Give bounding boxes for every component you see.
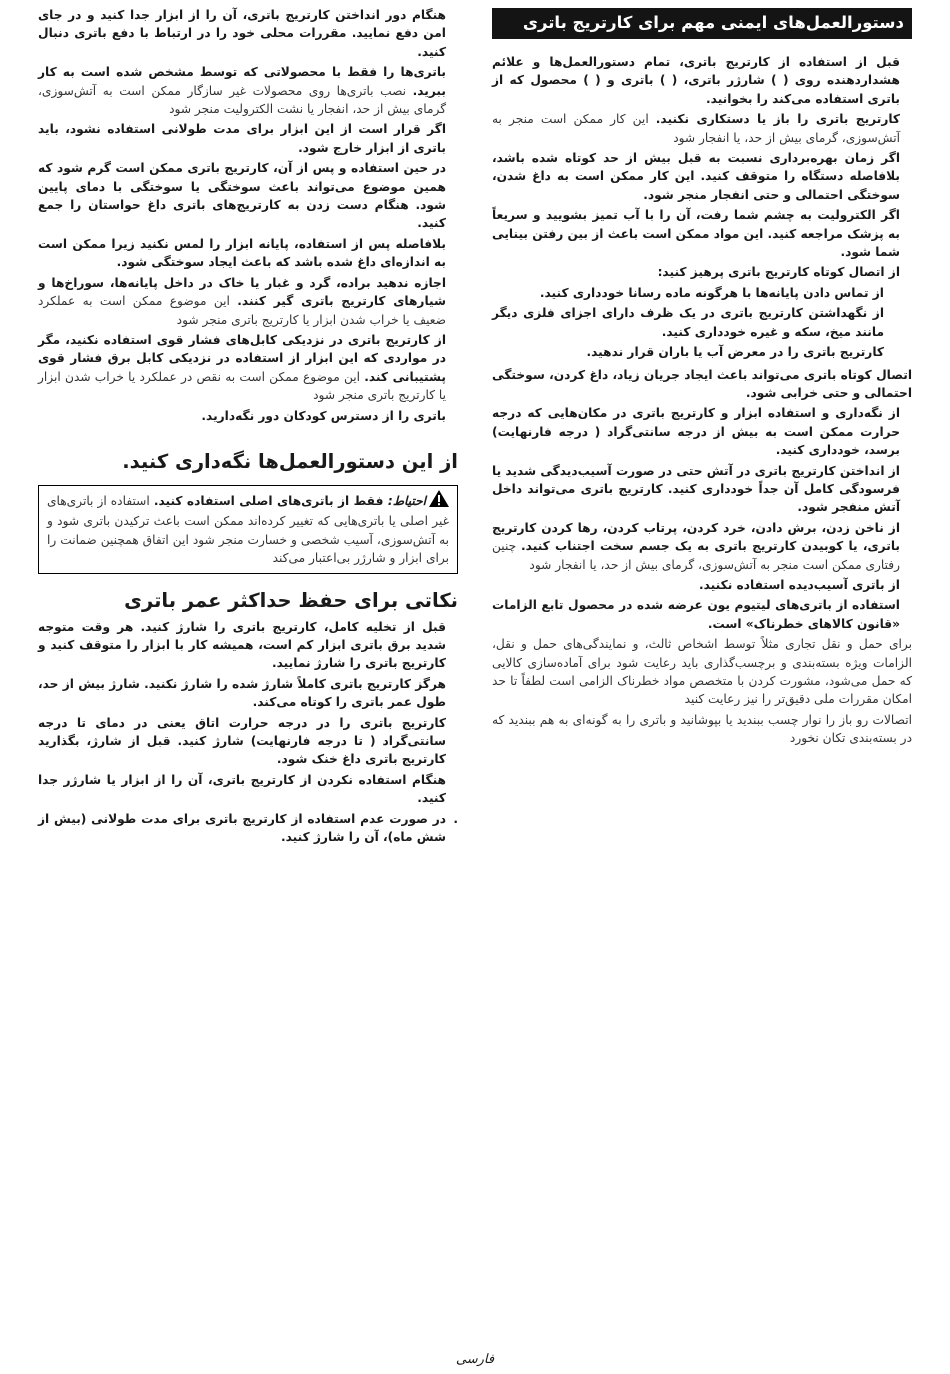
battery-tip-item-number: .	[453, 811, 458, 826]
safety-instruction-item-bold-text: از نگه‌داری و استفاده ابزار و کارتریج باتری در مکان‌هایی که درجه حرارت ممکن است به بیش از درجه سانتی‌گراد ( درجه فارنهایت) برسد، خودداری کنید.	[492, 406, 900, 458]
safety-instruction-item-bold-text: از اتصال کوتاه کارتریج باتری پرهیز کنید:	[657, 265, 900, 280]
short-circuit-subitem	[492, 343, 912, 361]
safety-instruction-item	[492, 404, 912, 459]
safety-instruction-item-bold-text: در حین استفاده و پس از آن، کارتریج باتری ممکن است گرم شود که همین موضوع می‌تواند باعث سوختگی یا سوختگی با دمای پایین شود. هنگام دست زدن به کارتریج‌های باتری داغ حواستان را جمع کنید.	[38, 161, 446, 231]
safety-instruction-item-bold-text: از انداختن کارتریج باتری در آتش حتی در صورت آسیب‌دیدگی شدید یا فرسودگی کامل آن جداً خودداری کنید. کارتریج باتری می‌تواند داخل آتش منفجر شود.	[492, 463, 900, 515]
safety-instruction-item-bold-text: از باتری آسیب‌دیده استفاده نکنید.	[699, 577, 900, 592]
short-circuit-subitem	[492, 304, 912, 341]
battery-tip-item	[38, 771, 458, 808]
safety-instruction-item-bold-text: باتری را از دسترس کودکان دور نگه‌دارید.	[201, 408, 446, 423]
warning-triangle-icon	[429, 490, 449, 512]
caution-bold-text: فقط از باتری‌های اصلی استفاده کنید.	[153, 493, 388, 508]
safety-instruction-item	[492, 519, 912, 574]
battery-tip-item-bold-text: هرگز کارتریج باتری کاملاً شارژ شده را شارژ نکنید. شارژ بیش از حد، طول عمر باتری را کوتاه می‌کند.	[38, 676, 446, 710]
safety-instruction-item-bold-text: اگر زمان بهره‌برداری نسبت به قبل بیش از حد کوتاه شده باشد، بلافاصله دستگاه را متوقف کنید. این کار ممکن است به داغ شدن، سوختگی احتمالی و حتی انفجار منجر شود.	[492, 151, 900, 202]
short-circuit-subitem-text: از نگهداشتن کارتریج باتری در یک ظرف دارای اجزای فلزی دیگر مانند میخ، سکه و غیره خودداری کنید.	[492, 306, 884, 339]
safety-instruction-item	[38, 159, 458, 233]
safety-section-header: دستورالعمل‌های ایمنی مهم برای کارتریج باتری	[492, 8, 912, 39]
safety-instruction-item	[492, 206, 912, 261]
safety-instruction-item	[38, 6, 458, 61]
safety-instruction-item-text: این موضوع ممکن است به عملکرد ضعیف یا خراب شدن ابزار یا کارتریج باتری منجر شود	[38, 294, 446, 327]
safety-instruction-item-text: چنین رفتاری ممکن است منجر به آتش‌سوزی، گرمای بیش از حد، یا انفجار شود	[492, 539, 900, 572]
safety-instruction-item-bold-text: از کارتریج باتری در نزدیکی کابل‌های فشار قوی استفاده نکنید، مگر در مواردی که این ابزار از استفاده در نزدیکی کابل برق فشار قوی پشتیبانی کند.	[38, 332, 446, 384]
battery-tip-item-bold-text: کارتریج باتری را در درجه حرارت اتاق یعنی در دمای تا درجه سانتی‌گراد ( تا درجه فارنهایت) شارژ کنید. قبل از شارژ، بگذارید کارتریج باتری داغ خنک شود.	[38, 715, 446, 767]
safety-instruction-item-bold-text: اگر الکترولیت به چشم شما رفت، آن را با آب تمیز بشویید و سریعاً به پزشک مراجعه کنید. این مواد ممکن است باعث از بین رفتن بینایی شما شود.	[492, 208, 900, 260]
safety-instruction-item	[492, 596, 912, 633]
caution-label: احتیاط:	[387, 493, 426, 508]
safety-instruction-item	[492, 576, 912, 594]
battery-tip-item-bold-text: هنگام استفاده نکردن از کارتریج باتری، آن را از ابزار یا شارژر جدا کنید.	[38, 772, 446, 806]
transport-paragraph: برای حمل و نقل تجاری مثلاً توسط اشخاص ثالث، و نمایندگی‌های حمل و نقل، الزامات ویژه بسته‌بندی و برچسب‌گذاری باید رعایت شود برای آماده‌سازی کالایی که حمل می‌شود، مشورت کردن با متخصص مواد خطرناک الزامی است لطفاً تا حد امکان مقررات ملی دقیق‌تر را نیز رعایت کنید	[492, 637, 912, 707]
safety-instruction-item	[38, 274, 458, 329]
battery-tip-item	[38, 618, 458, 673]
battery-tip-item	[38, 675, 458, 712]
safety-instruction-item-bold-text: استفاده از باتری‌های لیتیوم یون عرضه شده در محصول تابع الزامات «قانون کالاهای خطرناک» است.	[492, 598, 900, 631]
caution-box	[38, 485, 458, 574]
safety-instruction-item-bold-text: اجازه ندهید براده، گرد و غبار یا خاک در داخل پایانه‌ها، سوراخ‌ها و شیارهای کارتریج باتری گیر کنند.	[38, 275, 446, 309]
left-column	[38, 0, 458, 846]
safety-instruction-item-bold-text: بلافاصله پس از استفاده، پایانه ابزار را لمس نکنید زیرا ممکن است به اندازه‌ای داغ شده باشد که باعث ایجاد سوختگی شود.	[38, 236, 446, 270]
safety-instruction-item-text: این موضوع ممکن است به نقص در عملکرد یا خراب شدن ابزار یا کارتریج باتری منجر شود	[38, 369, 446, 403]
short-circuit-note: اتصال کوتاه باتری می‌تواند باعث ایجاد جریان زیاد، داغ کردن، سوختگی احتمالی و حتی خرابی شود.	[492, 367, 912, 400]
safety-instruction-item-bold-text: باتری‌ها را فقط با محصولاتی که توسط مشخص شده است به کار ببرید.	[38, 65, 446, 98]
safety-instruction-item-bold-text: قبل از استفاده از کارتریج باتری، تمام دستورالعمل‌ها و علائم هشداردهنده روی ( ) شارژر باتری، ( ) باتری و ( ) محصول که از باتری استفاده می‌کند را بخوانید.	[492, 55, 900, 106]
safety-instruction-item-bold-text: کارتریج باتری را باز یا دستکاری نکنید.	[655, 112, 901, 127]
safety-instruction-item	[492, 110, 912, 147]
battery-tips-heading: نکاتی برای حفظ حداکثر عمر باتری	[124, 588, 458, 612]
safety-instruction-item-bold-text: هنگام دور انداختن کارتریج باتری، آن را از ابزار جدا کنید و در جای امن دفع نمایید. مقررات محلی خود را در ارتباط با دفع باتری دنبال کنید.	[38, 8, 446, 59]
caution-text: استفاده از باتری‌های غیر اصلی یا باتری‌هایی که تغییر کرده‌اند ممکن است باعث ترکیدن باتری شود و به آتش‌سوزی، آسیب شخصی و خسارت منجر شود این اتفاق همچنین ضمانت را برای ابزار و شارژر بی‌اعتبار می‌کند	[47, 493, 449, 566]
safety-instruction-item	[38, 63, 458, 118]
safety-instruction-item	[38, 120, 458, 157]
safety-instruction-item	[492, 263, 912, 281]
battery-tip-item	[38, 714, 458, 769]
safety-instruction-item	[38, 331, 458, 405]
safety-instruction-item	[492, 149, 912, 204]
safety-instruction-item-text: نصب باتری‌ها روی محصولات غیر سازگار ممکن است به آتش‌سوزی، گرمای بیش از حد، انفجار یا نشت الکترولیت منجر شود	[38, 83, 446, 117]
safety-instruction-item	[492, 53, 912, 108]
safety-instruction-item-bold-text: اگر قرار است از این ابزار برای مدت طولانی استفاده نشود، باید باتری از ابزار خارج شود.	[38, 122, 446, 155]
safety-instruction-item	[38, 407, 458, 425]
tape-paragraph: اتصالات رو باز را نوار چسب ببندید یا بپوشانید و باتری را به گونه‌ای به هم ببندید که در بسته‌بندی تکان نخورد	[492, 712, 912, 746]
short-circuit-subitem-text: کارتریج باتری را در معرض آب یا باران قرار ندهید.	[586, 345, 884, 360]
safety-instruction-item	[492, 462, 912, 517]
save-instructions-heading: از این دستورالعمل‌ها نگه‌داری کنید.	[122, 449, 458, 473]
page-footer-language: فارسی	[455, 1352, 495, 1367]
safety-instruction-item-bold-text: از ناخن زدن، برش دادن، خرد کردن، پرتاب کردن، رها کردن کارتریج باتری، یا کوبیدن کارتریج باتری به یک جسم سخت اجتناب کنید.	[492, 520, 900, 554]
short-circuit-subitem	[492, 284, 912, 302]
battery-tip-item-bold-text: قبل از تخلیه کامل، کارتریج باتری را شارژ کنید. هر وقت متوجه شدید برق باتری ابزار کم است، همیشه کار با ابزار را متوقف کنید و کارتریج باتری را شارژ نمایید.	[38, 619, 446, 671]
battery-tip-item-bold-text: در صورت عدم استفاده از کارتریج باتری برای مدت طولانی (بیش از شش ماه)، آن را شارژ کنید.	[38, 811, 446, 845]
battery-tip-item	[38, 810, 458, 847]
short-circuit-subitem-text: از تماس دادن پایانه‌ها با هرگونه ماده رسانا خودداری کنید.	[539, 285, 884, 300]
right-column	[492, 0, 912, 748]
safety-instruction-item-text: این کار ممکن است منجر به آتش‌سوزی، گرمای بیش از حد، یا انفجار شود	[492, 112, 900, 145]
safety-instruction-item	[38, 235, 458, 272]
